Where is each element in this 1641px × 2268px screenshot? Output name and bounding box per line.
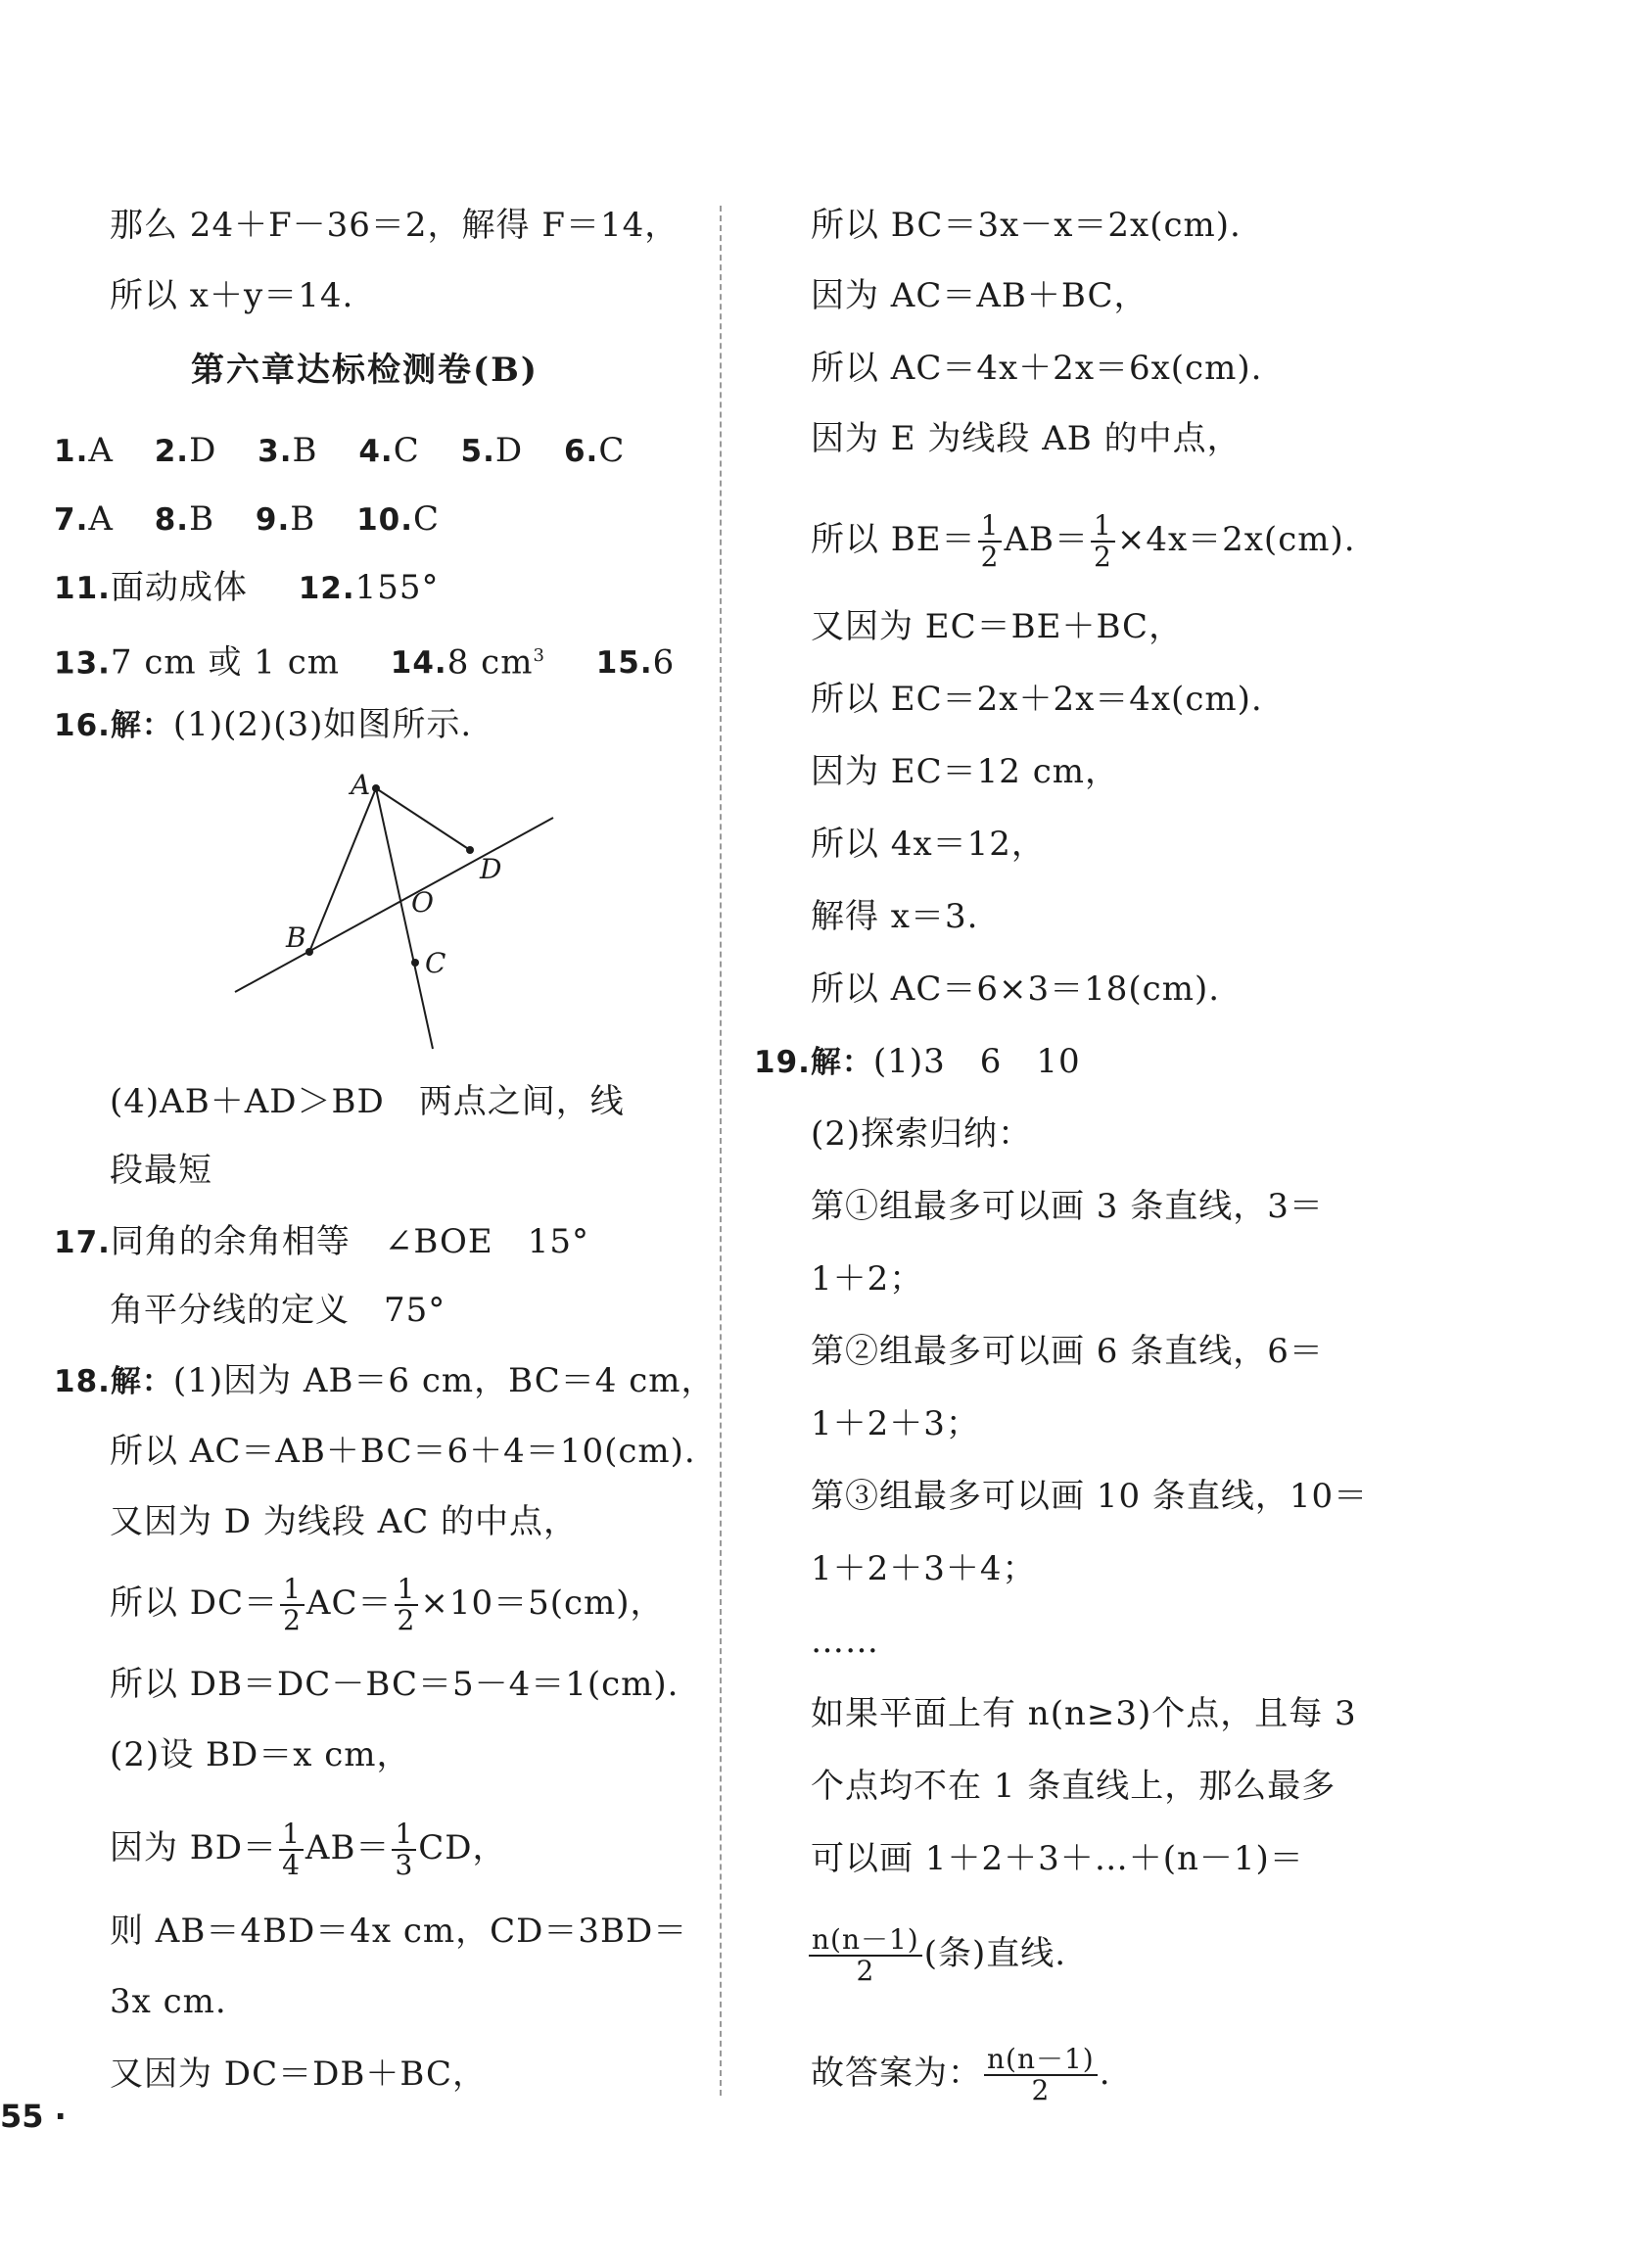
denominator: 2 bbox=[980, 541, 1000, 573]
column-divider bbox=[720, 206, 722, 2096]
solution-text: 同角的余角相等 ∠BOE 15° bbox=[110, 1222, 589, 1261]
text-line: 解得 x＝3. bbox=[811, 897, 979, 936]
text-segment: (条)直线. bbox=[923, 1934, 1067, 1973]
fraction bbox=[279, 1819, 304, 1880]
text-line: 角平分线的定义 75° bbox=[110, 1291, 446, 1330]
text-line: 1＋2＋3； bbox=[811, 1404, 980, 1443]
fraction bbox=[392, 1819, 416, 1880]
question-number: 10. bbox=[356, 502, 413, 538]
label-b: B bbox=[286, 921, 306, 954]
page-number: 55 · bbox=[0, 2098, 67, 2135]
point-b bbox=[305, 948, 313, 956]
numerator: 1 bbox=[392, 1819, 416, 1851]
question-number: 3. bbox=[258, 434, 293, 469]
text-line: 所以 BC＝3x－x＝2x(cm). bbox=[811, 206, 1242, 245]
denominator: 2 bbox=[1094, 541, 1112, 573]
text-segment: . bbox=[1099, 2054, 1111, 2093]
text-line: 所以 EC＝2x＋2x＝4x(cm). bbox=[811, 680, 1263, 719]
solution-text: (1)3 6 10 bbox=[872, 1042, 1081, 1081]
text-line: (2)设 BD＝x cm， bbox=[110, 1735, 411, 1774]
answer-value: 8 cm bbox=[446, 642, 534, 683]
question-16 bbox=[54, 705, 472, 745]
text-line: 第③组最多可以画 10 条直线，10＝ bbox=[811, 1477, 1369, 1516]
segment-ab bbox=[309, 788, 376, 952]
text-segment: AB＝ bbox=[305, 1828, 391, 1867]
text-segment: 因为 BD＝ bbox=[110, 1828, 278, 1867]
numerator: 1 bbox=[1091, 511, 1115, 543]
text-segment: AC＝ bbox=[305, 1583, 393, 1623]
denominator: 2 bbox=[1031, 2074, 1051, 2106]
fraction bbox=[984, 2045, 1098, 2105]
text-line: …… bbox=[811, 1622, 879, 1661]
numerator: 1 bbox=[395, 1575, 419, 1606]
question-number: 4. bbox=[358, 434, 394, 469]
question-number: 17. bbox=[54, 1225, 111, 1260]
text-line: 如果平面上有 n(n≥3)个点，且每 3 bbox=[811, 1694, 1357, 1733]
denominator: 3 bbox=[395, 1849, 414, 1881]
solution-label: 解： bbox=[810, 1045, 873, 1080]
numerator: 1 bbox=[978, 511, 1003, 543]
question-number: 2. bbox=[154, 434, 190, 469]
label-c: C bbox=[425, 947, 446, 979]
text-line: 段最短 bbox=[110, 1151, 212, 1190]
denominator: 2 bbox=[283, 1604, 302, 1636]
denominator: 2 bbox=[856, 1955, 875, 1987]
label-o: O bbox=[411, 886, 434, 919]
text-line bbox=[811, 511, 1356, 572]
text-line: 所以 AC＝4x＋2x＝6x(cm). bbox=[811, 349, 1263, 388]
answer-value: C bbox=[598, 431, 626, 470]
text-line: 个点均不在 1 条直线上，那么最多 bbox=[811, 1767, 1336, 1806]
question-number: 16. bbox=[54, 708, 111, 743]
answer-value: 7 cm 或 1 cm bbox=[110, 642, 340, 683]
label-d: D bbox=[480, 853, 502, 885]
text-line: 所以 DB＝DC－BC＝5－4＝1(cm). bbox=[110, 1665, 680, 1704]
answer-row bbox=[54, 568, 440, 608]
fraction bbox=[978, 511, 1003, 572]
text-line: 又因为 DC＝DB＋BC， bbox=[110, 2055, 487, 2094]
solution-label: 解： bbox=[110, 1364, 173, 1399]
fraction bbox=[280, 1575, 305, 1635]
text-line: 所以 x＋y＝14. bbox=[110, 276, 354, 315]
denominator: 2 bbox=[397, 1604, 416, 1636]
answer-value: C bbox=[393, 431, 420, 470]
text-line: 1＋2； bbox=[811, 1259, 924, 1299]
question-number: 18. bbox=[54, 1364, 111, 1399]
question-18 bbox=[54, 1361, 716, 1401]
answer-value: C bbox=[413, 499, 441, 539]
fraction bbox=[395, 1575, 419, 1635]
text-line bbox=[110, 1575, 665, 1635]
text-line: 所以 AC＝6×3＝18(cm). bbox=[811, 969, 1221, 1009]
answer-row bbox=[54, 431, 625, 471]
answer-value: D bbox=[494, 431, 524, 470]
answer-value: B bbox=[292, 431, 318, 470]
text-segment: CD， bbox=[418, 1828, 507, 1867]
text-line: 可以画 1＋2＋3＋…＋(n－1)＝ bbox=[811, 1839, 1304, 1878]
numerator: 1 bbox=[279, 1819, 304, 1851]
text-segment: 所以 BE＝ bbox=[811, 520, 976, 559]
answer-value: D bbox=[189, 431, 217, 470]
geometry-figure bbox=[225, 769, 578, 1053]
question-19 bbox=[754, 1042, 1081, 1082]
question-number: 5. bbox=[460, 434, 495, 469]
text-line: 所以 4x＝12， bbox=[811, 825, 1046, 864]
question-number: 8. bbox=[154, 502, 190, 538]
fraction bbox=[1091, 511, 1115, 572]
answer-value: 面动成体 bbox=[110, 568, 248, 607]
numerator: 1 bbox=[280, 1575, 305, 1606]
question-number: 6. bbox=[563, 434, 599, 469]
answer-value: A bbox=[88, 431, 114, 470]
line-bd bbox=[235, 818, 553, 992]
answer-value: A bbox=[88, 499, 114, 539]
answer-row bbox=[54, 499, 440, 540]
question-number: 13. bbox=[54, 645, 111, 682]
text-segment: ×4x＝2x(cm). bbox=[1116, 520, 1356, 559]
text-line: 因为 E 为线段 AB 的中点， bbox=[811, 419, 1242, 458]
text-segment: ×10＝5(cm)， bbox=[420, 1583, 665, 1623]
text-line: 第②组最多可以画 6 条直线，6＝ bbox=[811, 1332, 1324, 1371]
numerator: n(n－1) bbox=[984, 2045, 1098, 2076]
point-c bbox=[411, 959, 419, 967]
segment-ad bbox=[376, 788, 470, 850]
numerator: n(n－1) bbox=[809, 1925, 922, 1957]
solution-text: (1)(2)(3)如图所示. bbox=[172, 705, 473, 744]
solution-label: 解： bbox=[110, 708, 173, 743]
text-line bbox=[110, 1819, 507, 1880]
text-segment: 故答案为： bbox=[811, 2054, 982, 2093]
answer-value: B bbox=[290, 499, 316, 539]
text-line: 所以 AC＝AB＋BC＝6＋4＝10(cm). bbox=[110, 1432, 696, 1471]
question-number: 14. bbox=[390, 645, 447, 682]
label-a: A bbox=[351, 769, 371, 801]
solution-text: (1)因为 AB＝6 cm，BC＝4 cm， bbox=[172, 1361, 716, 1400]
point-d bbox=[466, 846, 474, 854]
denominator: 4 bbox=[282, 1849, 301, 1881]
text-line bbox=[807, 1925, 1066, 1986]
text-line: 3x cm. bbox=[110, 1982, 227, 2021]
text-segment: 所以 DC＝ bbox=[110, 1583, 279, 1623]
question-number: 12. bbox=[298, 571, 355, 606]
question-number: 9. bbox=[255, 502, 291, 538]
answer-row bbox=[54, 637, 675, 683]
text-line: 因为 AC＝AB＋BC， bbox=[811, 276, 1149, 315]
answer-value: 6 bbox=[652, 642, 676, 683]
text-line: 1＋2＋3＋4； bbox=[811, 1549, 1037, 1588]
superscript: 3 bbox=[533, 645, 545, 666]
text-line: (4)AB＋AD＞BD 两点之间，线 bbox=[110, 1082, 625, 1121]
text-line bbox=[811, 2045, 1111, 2105]
text-line: 因为 EC＝12 cm， bbox=[811, 752, 1119, 791]
text-line: 又因为 EC＝BE＋BC， bbox=[811, 607, 1184, 646]
point-a bbox=[372, 784, 380, 792]
text-line: 又因为 D 为线段 AC 的中点， bbox=[110, 1502, 579, 1541]
answer-value: 155° bbox=[354, 568, 440, 607]
question-number: 19. bbox=[754, 1045, 811, 1080]
text-line: 第①组最多可以画 3 条直线，3＝ bbox=[811, 1187, 1324, 1226]
question-number: 1. bbox=[54, 434, 89, 469]
text-line: 那么 24＋F－36＝2，解得 F＝14， bbox=[110, 206, 680, 245]
question-number: 7. bbox=[54, 502, 89, 538]
fraction bbox=[809, 1925, 922, 1986]
line-ac bbox=[376, 788, 433, 1049]
text-segment: AB＝ bbox=[1004, 520, 1089, 559]
question-number: 11. bbox=[54, 571, 111, 606]
text-line: (2)探索归纳： bbox=[811, 1114, 1033, 1154]
answer-value: B bbox=[189, 499, 215, 539]
question-number: 15. bbox=[595, 645, 653, 682]
question-17 bbox=[54, 1222, 589, 1262]
text-line: 则 AB＝4BD＝4x cm，CD＝3BD＝ bbox=[110, 1912, 688, 1951]
section-title: 第六章达标检测卷(B) bbox=[191, 351, 539, 390]
